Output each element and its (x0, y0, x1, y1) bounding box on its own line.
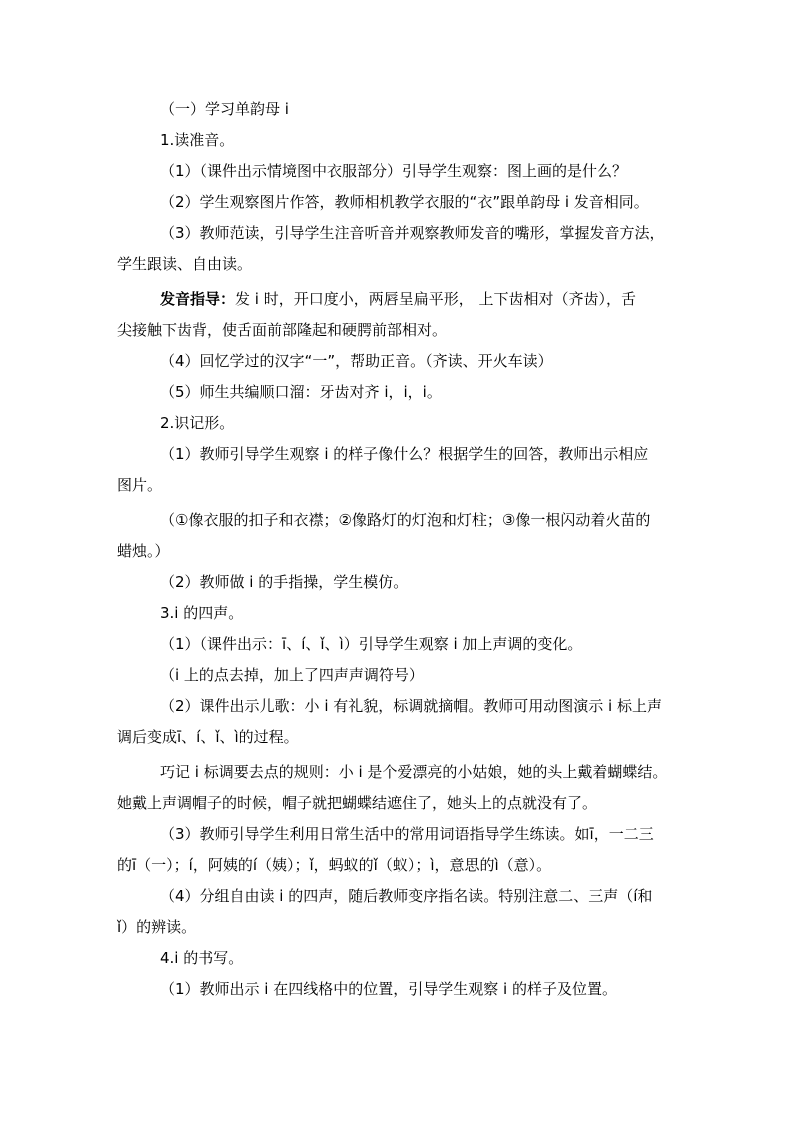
pronunciation-guide-line-1 (117, 284, 677, 315)
step-3-item-2-line-2: 调后变成ī、í、ǐ、ì的过程。 (117, 728, 299, 746)
step-3-item-3-line-1: （3）教师引导学生利用日常生活中的常用词语指导学生练读。如ī，一二三 (160, 825, 654, 843)
step-1-title: 1.读准音。 (160, 131, 235, 149)
section-heading: （一）学习单韵母 i (160, 100, 289, 118)
step-2-note-line-1: （①像衣服的扣子和衣襟；②像路灯的灯泡和灯柱；③像一根闪动着火苗的 (160, 511, 651, 529)
step-1-item-3-line-2: 学生跟读、自由读。 (117, 255, 253, 273)
step-4-title: 4.i 的书写。 (160, 949, 244, 967)
step-2-item-2: （2）教师做 i 的手指操，学生模仿。 (160, 573, 409, 591)
step-3-item-1: （1）（课件出示：ī、í、ǐ、ì）引导学生观察 i 加上声调的变化。 (160, 635, 583, 653)
step-3-item-4-line-2: ǐ）的辨读。 (117, 918, 197, 936)
step-3-item-1-note: （i 上的点去掉，加上了四声声调符号） (160, 666, 424, 684)
step-2-item-1-line-1: （1）教师引导学生观察 i 的样子像什么？根据学生的回答，教师出示相应 (160, 445, 649, 463)
step-1-item-1: （1）（课件出示情境图中衣服部分）引导学生观察：图上画的是什么？ (160, 162, 628, 180)
step-1-item-2: （2）学生观察图片作答，教师相机教学衣服的“衣”跟单韵母 i 发音相同。 (160, 193, 649, 211)
step-4-item-1: （1）教师出示 i 在四线格中的位置，引导学生观察 i 的样子及位置。 (160, 980, 617, 998)
step-1-item-3-line-1: （3）教师范读，引导学生注音听音并观察教师发音的嘴形，掌握发音方法， (160, 224, 665, 242)
step-3-title: 3.i 的四声。 (160, 604, 244, 622)
step-3-rule-line-1: 巧记 i 标调要去点的规则：小 i 是个爱漂亮的小姑娘，她的头上戴着蝴蝶结。 (160, 763, 668, 781)
step-2-item-1-line-2: 图片。 (117, 476, 163, 494)
pronunciation-guide-label: 发音指导： (160, 290, 236, 308)
pronunciation-guide-line-2: 尖接触下齿背，使舌面前部隆起和硬腭前部相对。 (117, 321, 448, 339)
step-3-rule-line-2: 她戴上声调帽子的时候，帽子就把蝴蝶结遮住了，她头上的点就没有了。 (117, 794, 598, 812)
pronunciation-guide-text: 发 i 时，开口度小，两唇呈扁平形， 上下齿相对（齐齿），舌 (235, 290, 636, 308)
step-3-item-4-line-1: （4）分组自由读 i 的四声，随后教师变序指名读。特别注意二、三声（í和 (160, 887, 653, 905)
step-3-item-3-line-2: 的ī（一）；í，阿姨的í（姨）；ǐ，蚂蚁的ǐ（蚁）；ì，意思的ì（意）。 (117, 856, 552, 874)
step-1-item-5: （5）师生共编顺口溜：牙齿对齐 i，i，i。 (160, 383, 442, 401)
step-3-item-2-line-1: （2）课件出示儿歌：小 i 有礼貌，标调就摘帽。教师可用动图演示 i 标上声 (160, 697, 662, 715)
step-1-item-4: （4）回忆学过的汉字“一”，帮助正音。（齐读、开火车读） (160, 352, 553, 370)
step-2-title: 2.识记形。 (160, 414, 235, 432)
step-2-note-line-2: 蜡烛。） (117, 542, 170, 560)
